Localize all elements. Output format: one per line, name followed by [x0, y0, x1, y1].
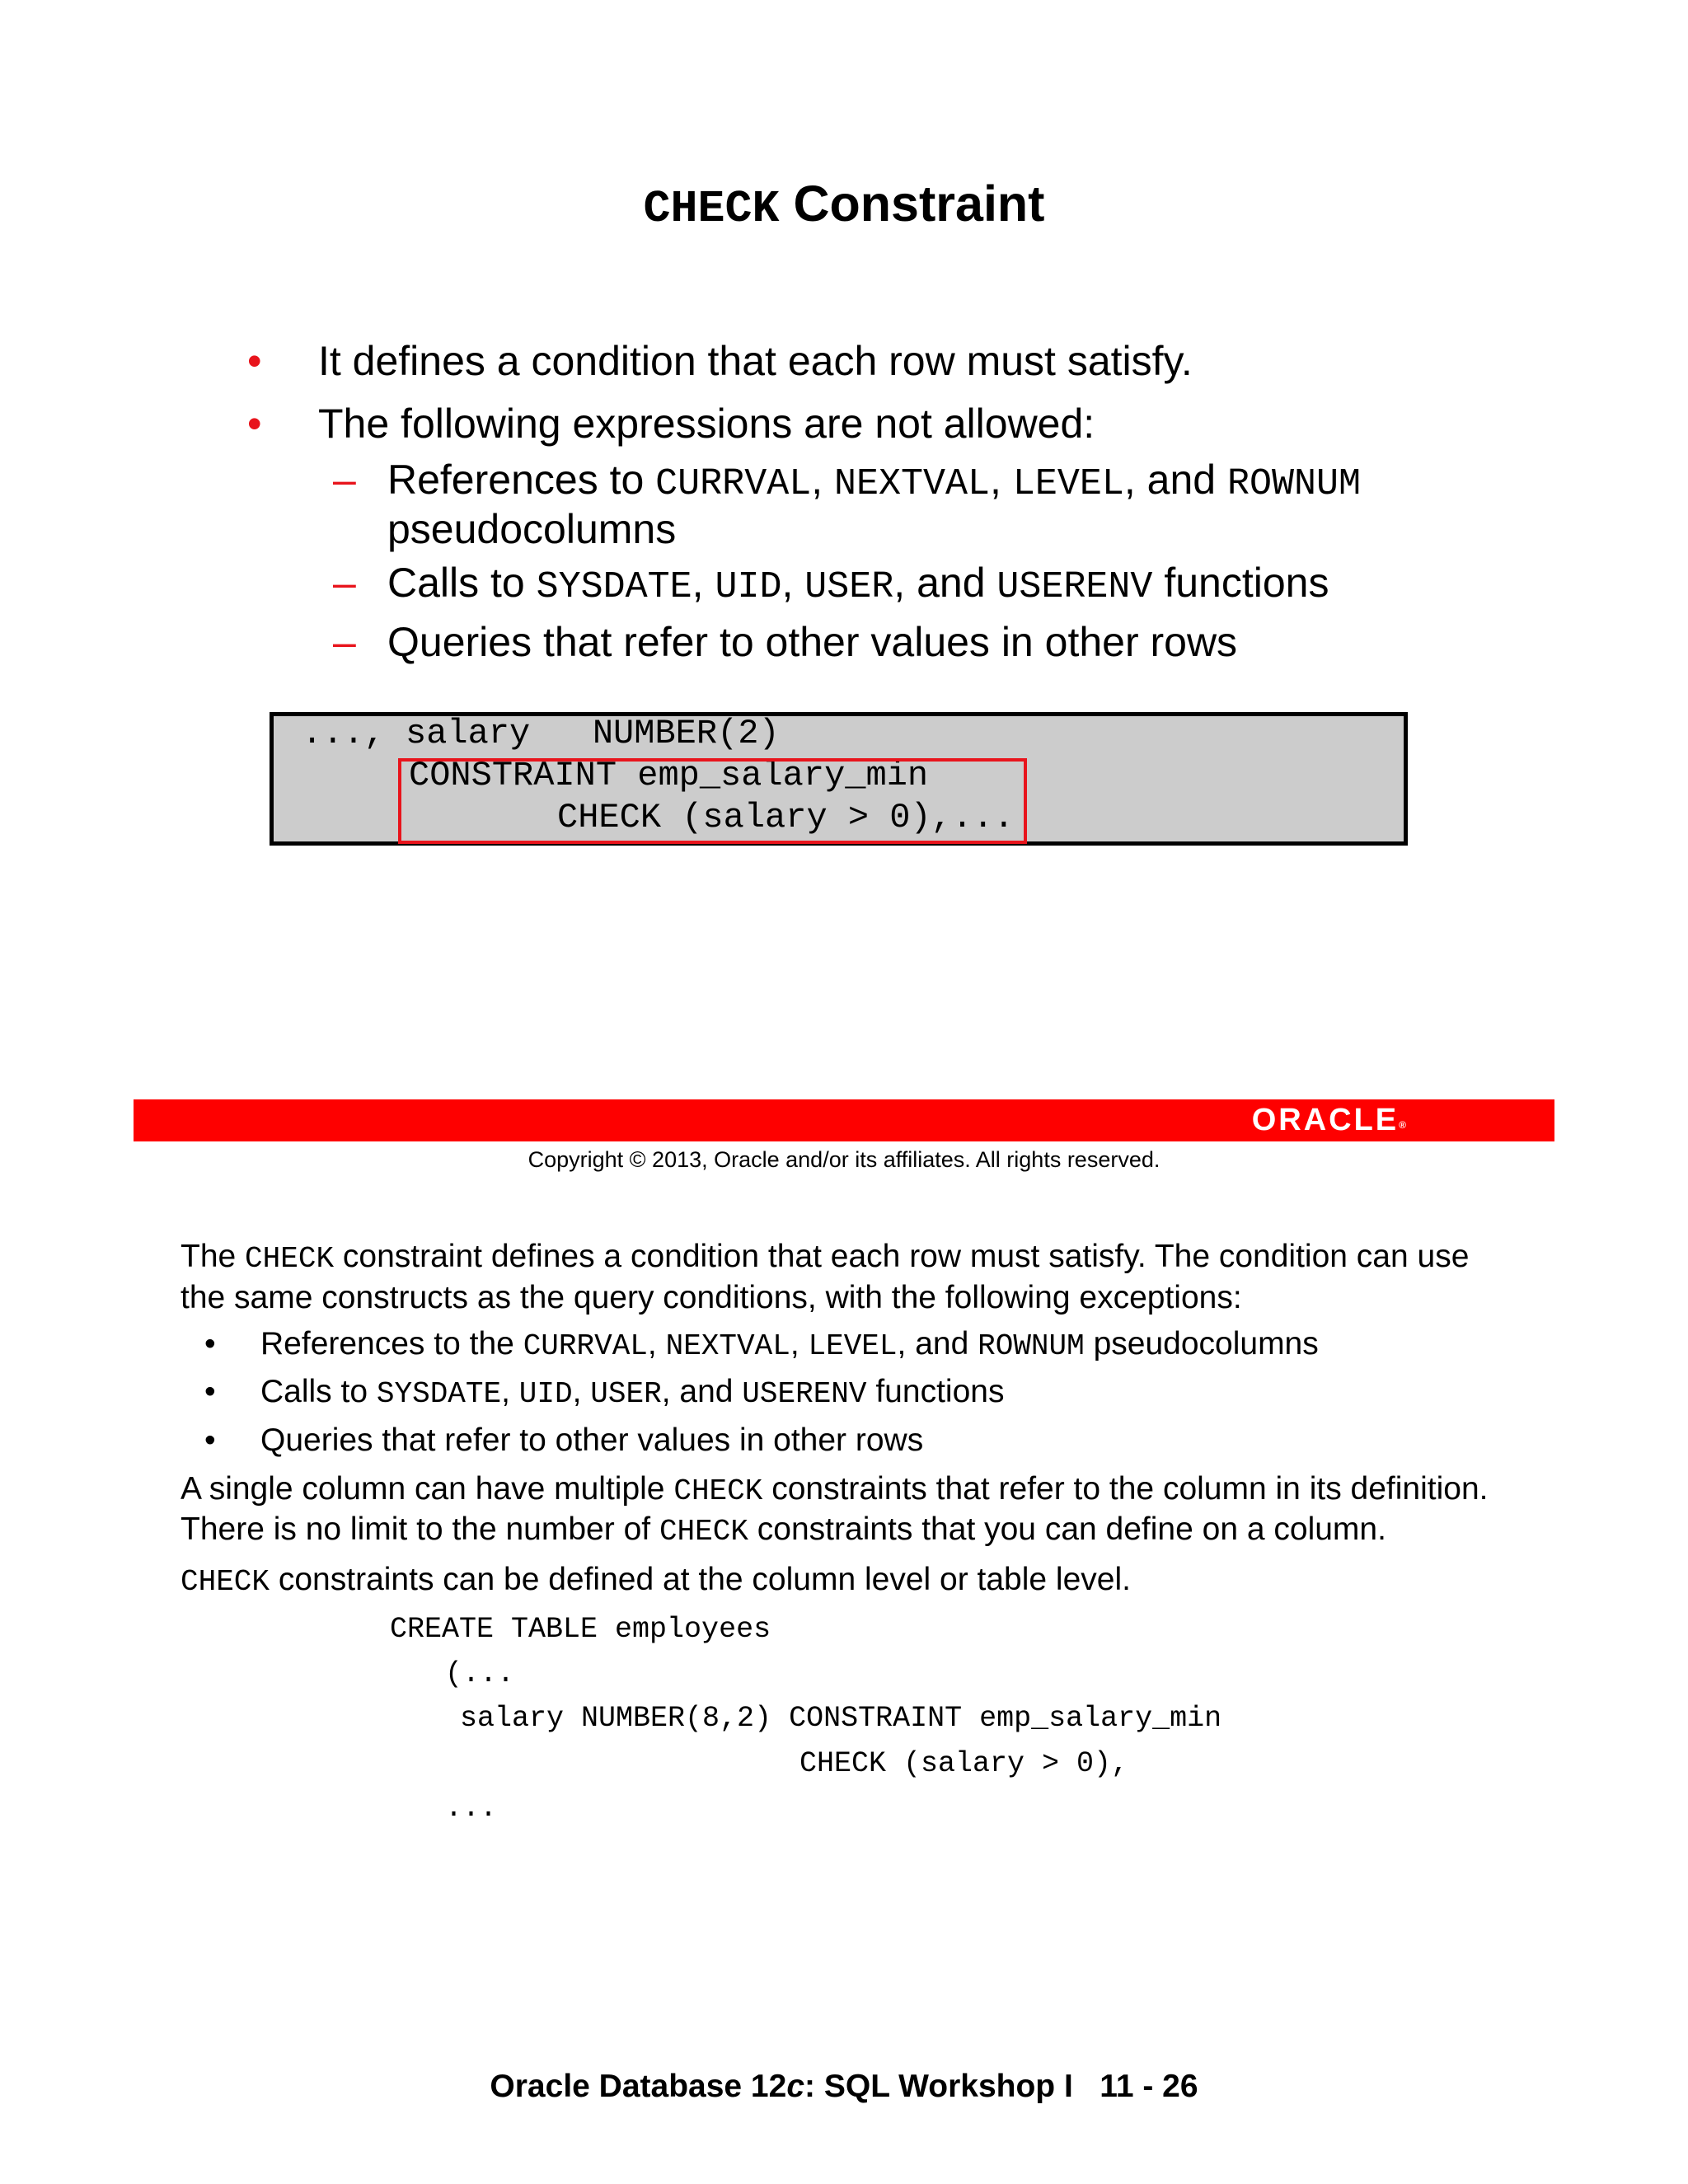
notes-paragraph-4: CHECK constraints can be defined at the column level or table level.	[181, 1562, 1131, 1599]
notes-bullet-2: • Calls to SYSDATE, UID, USER, and USERENV functions	[260, 1371, 1004, 1415]
code-line-1: ..., salary NUMBER(2)	[302, 714, 780, 753]
code-line-3: CHECK (salary > 0),...	[557, 798, 1015, 837]
bullet-marker: •	[204, 1326, 216, 1361]
oracle-banner	[134, 1099, 1554, 1141]
code-line-2: CONSTRAINT emp_salary_min	[409, 756, 929, 795]
bullet-marker: •	[247, 338, 262, 384]
slide-title	[0, 175, 1688, 235]
copyright-text: Copyright © 2013, Oracle and/or its affiliates. All rights reserved.	[528, 1147, 1160, 1172]
notes-bullet-1: • References to the CURRVAL, NEXTVAL, LEVEL, and ROWNUM pseudocolumns	[260, 1324, 1319, 1367]
notes-paragraph-1-line2: the same constructs as the query conditions, with the following exceptions:	[181, 1280, 1242, 1315]
code-highlight-box	[398, 758, 1027, 844]
slide-sub-bullet-1-line2: pseudocolumns	[387, 506, 677, 552]
bullet-marker: •	[247, 401, 262, 447]
notes-code-line-4: CHECK (salary > 0),	[799, 1747, 1129, 1780]
notes-paragraph-1: The CHECK constraint defines a condition that each row must satisfy. The condition can use	[181, 1239, 1470, 1276]
bullet-marker: •	[204, 1422, 216, 1458]
notes-code-line-1: CREATE TABLE employees	[390, 1613, 771, 1646]
dash-marker: –	[333, 457, 356, 503]
bullet-text: It defines a condition that each row must satisfy.	[318, 338, 1193, 384]
notes-code-line-5: ...	[445, 1792, 498, 1825]
page-footer: Oracle Database 12c: SQL Workshop I 11 - 26	[490, 2069, 1198, 2104]
notes-code-line-3: salary NUMBER(8,2) CONSTRAINT emp_salary_min	[460, 1702, 1222, 1735]
notes-paragraph-3: There is no limit to the number of CHECK constraints that you can define on a column.	[181, 1511, 1386, 1549]
dash-marker: –	[333, 560, 356, 606]
oracle-logo: ORACLE®	[1251, 1103, 1406, 1137]
title-text: Constraint	[779, 176, 1045, 232]
bullet-marker: •	[204, 1374, 216, 1409]
notes-code-line-2: (...	[445, 1657, 515, 1690]
dash-marker: –	[333, 619, 356, 665]
title-code: CHECK	[643, 183, 780, 235]
slide-bullet-2	[247, 399, 1095, 448]
bullet-text: The following expressions are not allowed:	[318, 401, 1095, 447]
notes-paragraph-2: A single column can have multiple CHECK constraints that refer to the column in its definition.	[181, 1471, 1489, 1508]
slide-sub-bullet-2: – Calls to SYSDATE, UID, USER, and USERENV functions	[333, 560, 1329, 608]
slide-bullet-1	[247, 336, 1193, 386]
slide-sub-bullet-1: – References to CURRVAL, NEXTVAL, LEVEL, and ROWNUM	[333, 457, 1361, 505]
slide-sub-bullet-3: – Queries that refer to other values in other rows	[333, 619, 1238, 665]
notes-bullet-3: • Queries that refer to other values in other rows	[260, 1420, 923, 1461]
